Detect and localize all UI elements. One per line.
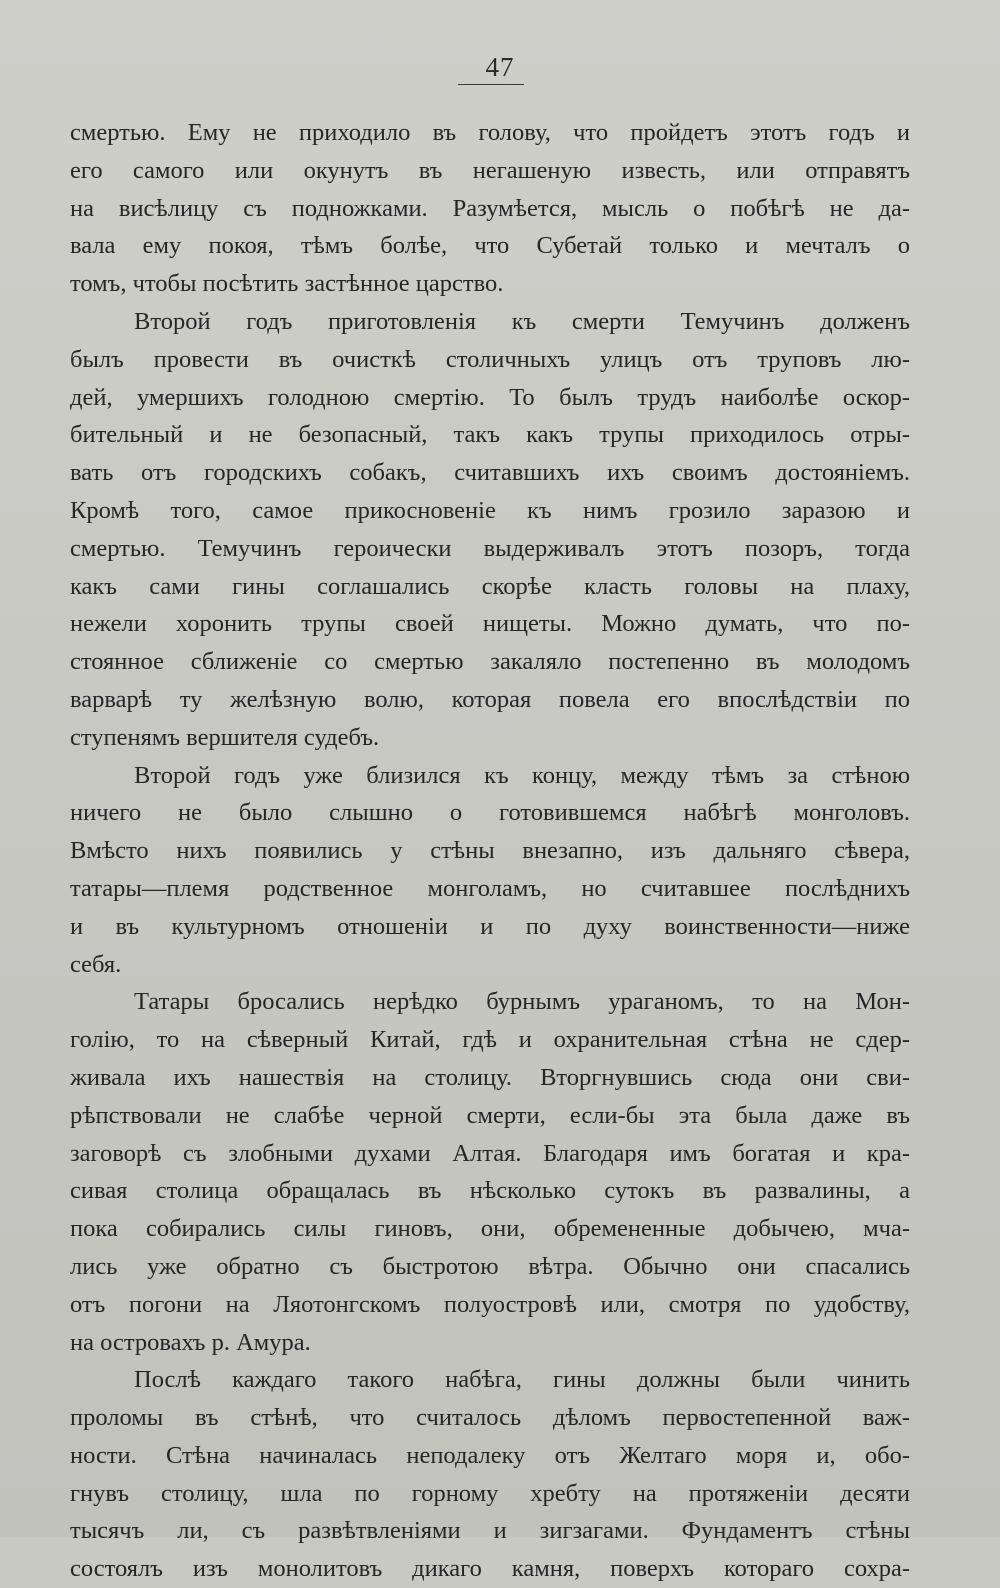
text-line: пока собирались силы гиновъ, они, обремененные добычею, мча- (70, 1215, 910, 1243)
text-line: живала ихъ нашествія на столицу. Вторгнувшись сюда они сви- (70, 1063, 910, 1091)
text-line: рѣпствовали не слабѣе черной смерти, если-бы эта была даже въ (70, 1101, 910, 1129)
text-line: былъ провести въ очисткѣ столичныхъ улицъ отъ труповъ лю- (70, 345, 910, 373)
text-line: Вмѣсто нихъ появились у стѣны внезапно, изъ дальняго сѣвера, (70, 837, 910, 865)
text-line: на висѣлицу съ подножками. Разумѣется, мысль о побѣгѣ не да- (70, 194, 910, 222)
text-line: нежели хоронить трупы своей нищеты. Можно думать, что по- (70, 610, 910, 638)
text-line: состоялъ изъ монолитовъ дикаго камня, поверхъ котораго сохра- (70, 1555, 910, 1583)
text-line: смертью. Ему не приходило въ голову, что пройдетъ этотъ годъ и (70, 119, 910, 146)
text-line: сивая столица обращалась въ нѣсколько сутокъ въ развалины, а (70, 1177, 910, 1205)
text-line: ничего не было слышно о готовившемся набѣгѣ монголовъ. (70, 799, 910, 827)
text-line: бительный и не безопасный, такъ какъ трупы приходилось отры- (70, 421, 910, 449)
text-line: лись уже обратно съ быстротою вѣтра. Обычно они спасались (70, 1252, 910, 1280)
text-line: вала ему покоя, тѣмъ болѣе, что Субетай только и мечталъ о (70, 232, 910, 260)
text-line: ступенямъ вершителя судебъ. (70, 723, 380, 751)
text-line: татары—племя родственное монголамъ, но считавшее послѣднихъ (70, 874, 910, 902)
text-line: Второй годъ уже близился къ концу, между тѣмъ за стѣною (134, 761, 910, 789)
text-line: отъ погони на Ляотонгскомъ полуостровѣ или, смотря по удобству, (70, 1290, 910, 1318)
text-line: томъ, чтобы посѣтить застѣнное царство. (70, 270, 504, 298)
text-line: стоянное сближеніе со смертью закаляло постепенно въ молодомъ (70, 648, 910, 676)
page-number-rule (458, 84, 524, 85)
text-line: Кромѣ того, самое прикосновеніе къ нимъ грозило заразою и (70, 496, 910, 524)
text-line: себя. (70, 950, 122, 978)
text-line: дей, умершихъ голодною смертію. То былъ трудъ наиболѣе оскор- (70, 383, 910, 411)
text-line: варварѣ ту желѣзную волю, которая повела его впослѣдствіи по (70, 685, 910, 713)
text-line: Второй годъ приготовленія къ смерти Темучинъ долженъ (134, 307, 910, 335)
text-line: заговорѣ съ злобными духами Алтая. Благодаря имъ богатая и кра- (70, 1139, 910, 1167)
text-line: ности. Стѣна начиналась неподалеку отъ Желтаго моря и, обо- (70, 1441, 910, 1469)
text-line: гнувъ столицу, шла по горному хребту на протяженіи десяти (70, 1479, 910, 1507)
text-line: вать отъ городскихъ собакъ, считавшихъ ихъ своимъ достояніемъ. (70, 459, 910, 487)
text-line: Татары бросались нерѣдко бурнымъ ураганомъ, то на Мон- (134, 988, 910, 1016)
text-line: какъ сами гины соглашались скорѣе класть головы на плаху, (70, 572, 910, 600)
text-line: Послѣ каждаго такого набѣга, гины должны были чинить (134, 1366, 910, 1394)
text-line: на островахъ р. Амура. (70, 1328, 311, 1356)
text-line: его самого или окунутъ въ негашеную известь, или отправятъ (70, 156, 910, 184)
text-line: смертью. Темучинъ героически выдерживалъ этотъ позоръ, тогда (70, 534, 910, 562)
text-line: голію, то на сѣверный Китай, гдѣ и охранительная стѣна не сдер- (70, 1026, 910, 1054)
body-text (70, 114, 910, 1588)
text-line: проломы въ стѣнѣ, что считалось дѣломъ первостепенной важ- (70, 1404, 910, 1432)
page-number: 47 (485, 52, 515, 82)
text-line: тысячъ ли, съ развѣтвленіями и зигзагами. Фундаментъ стѣны (70, 1517, 910, 1545)
text-line: и въ культурномъ отношеніи и по духу воинственности—ниже (70, 912, 910, 940)
